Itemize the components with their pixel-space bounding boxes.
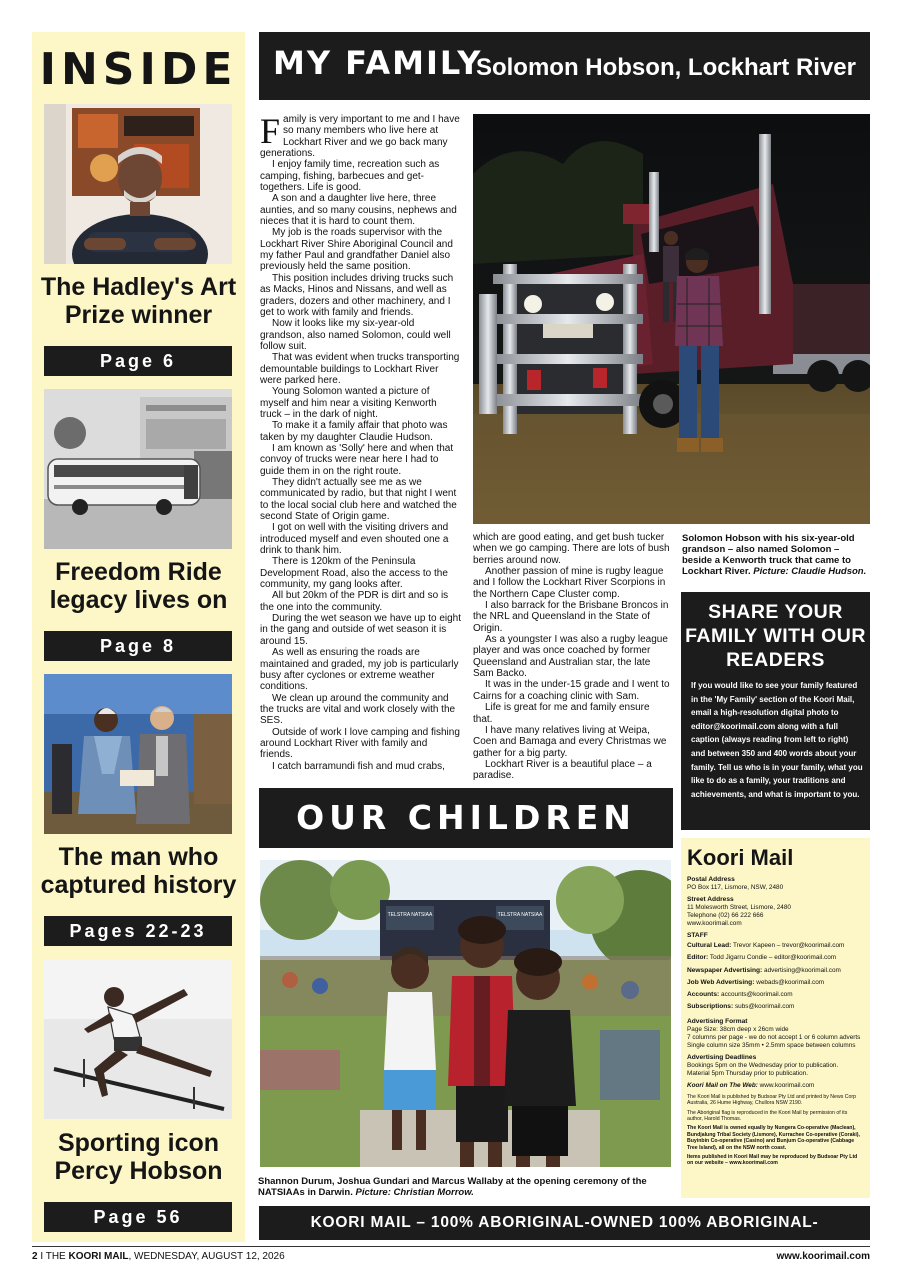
printer-note: The Koori Mail is published by Budsoar Pty Ltd and printed by News Corp Australia, 26 Hume Highway, Chullora NSW 2190. bbox=[687, 1093, 856, 1107]
article-paragraph: Now it looks like my six-year-old grandson, also named Solomon, could well follow suit. bbox=[260, 318, 451, 352]
article-paragraph: I catch barramundi fish and mud crabs, bbox=[272, 760, 445, 772]
teaser-headline-captured-history[interactable]: The man who captured history bbox=[40, 843, 237, 899]
staff-contact[interactable]: Todd Jigarru Condie – editor@koorimail.com bbox=[709, 954, 837, 962]
photo-credit: Picture: Claudie Hudson. bbox=[753, 566, 867, 577]
footer-url[interactable]: www.koorimail.com bbox=[776, 1251, 870, 1262]
article-paragraph: To make it a family affair that photo was taken by my daughter Claudie Hudson. bbox=[260, 420, 448, 443]
feature-byline: Solomon Hobson, Lockhart River bbox=[475, 54, 856, 81]
article-paragraph: Life is great for me and family ensure that. bbox=[473, 702, 650, 725]
article-paragraph: There is 120km of the Peninsula Development Road, also the access to the community, my gang looks after. bbox=[260, 556, 448, 591]
staff-row: Newspaper Advertising: advertising@koorimail.com bbox=[687, 966, 841, 974]
article-paragraph: Outside of work I love camping and fishing around Lockhart River with family and friends. bbox=[260, 726, 460, 761]
teaser-page-art-prize[interactable]: Page 6 bbox=[44, 346, 232, 376]
article-paragraph: I am known as 'Solly' here and when that convoy of trucks were near here I had to guide them in on the right route. bbox=[260, 442, 454, 477]
article-paragraph: My job is the roads supervisor with the Lockhart River Shire Aboriginal Council and my father Paul and grandfather Daniel also previously held the same position. bbox=[260, 227, 453, 273]
masthead-title: Koori Mail bbox=[687, 845, 794, 870]
article-paragraph: We clean up around the community and the trucks are vital and work closely with the SES. bbox=[260, 692, 456, 727]
share-body: If you would like to see your family featured in the 'My Family' section of the Koori Mail, email a high-resolution digital photo to editor@koorimail.com along with a full caption (always reading from left to right) and between 350 and 400 words about your family. Tell us who is in your family, what you like to do as a family, your traditions and achievements, and what is important to you. bbox=[691, 681, 863, 799]
footer-date: , WEDNESDAY, AUGUST 12, 2026 bbox=[128, 1251, 285, 1262]
share-title: SHARE YOUR FAMILY WITH OUR READERS bbox=[685, 601, 866, 671]
article-column-1 bbox=[260, 114, 461, 774]
article-paragraph: As well as ensuring the roads are maintained and graded, my job is particularly busy after cyclones or extreme weather conditions. bbox=[260, 647, 459, 693]
web-link[interactable]: www.koorimail.com bbox=[759, 1081, 815, 1089]
deadlines-label: Advertising Deadlines bbox=[687, 1053, 757, 1061]
street-address: 11 Molesworth Street, Lismore, 2480 bbox=[687, 904, 791, 911]
article-paragraph: I have many relatives living at Weipa, Coen and Bamaga and every Christmas we gather for a big party. bbox=[473, 724, 667, 759]
web-row: Koori Mail on The Web: www.koorimail.com bbox=[687, 1081, 815, 1089]
article-paragraph: That was evident when trucks transporting demountable buildings to Lockhart River were parked here. bbox=[260, 352, 460, 386]
postal-address: PO Box 117, Lismore, NSW, 2480 bbox=[687, 884, 784, 891]
teaser-photo-percy-hobson bbox=[44, 959, 232, 1119]
teaser-photo-art-prize bbox=[44, 104, 232, 264]
street-label: Street Address bbox=[687, 896, 734, 903]
article-paragraph: As a youngster I was also a rugby league player and was once coached by former Queensland and Australian star, the late Sam Backo. bbox=[473, 634, 668, 680]
teaser-page-percy-hobson[interactable]: Page 56 bbox=[44, 1202, 232, 1232]
article-paragraph: This position includes driving trucks such as Macks, Hinos and Nissans, and well as graders, dozers and other machinery, and I get to work with family and friends. bbox=[260, 272, 454, 318]
staff-contact[interactable]: accounts@koorimail.com bbox=[721, 991, 793, 999]
staff-contact[interactable]: webads@koorimail.com bbox=[756, 978, 825, 986]
article-paragraph: Lockhart River is a beautiful place – a paradise. bbox=[473, 758, 652, 782]
stage-sign-right: TELSTRA NATSIAA bbox=[497, 912, 543, 918]
inside-sidebar bbox=[32, 32, 245, 1242]
our-children-header: OUR CHILDREN bbox=[259, 788, 673, 848]
staff-row: Job Web Advertising: webads@koorimail.com bbox=[687, 978, 825, 986]
phone: Telephone (02) 66 222 666 bbox=[687, 912, 764, 919]
flag-note: The Aboriginal flag is reproduced in the Koori Mail by permission of its author, Harold Thomas. bbox=[687, 1109, 848, 1122]
inside-title: INSIDE bbox=[39, 44, 238, 95]
staff-row: Accounts: accounts@koorimail.com bbox=[687, 991, 793, 999]
staff-row: Subscriptions: subs@koorimail.com bbox=[687, 1003, 795, 1011]
article-paragraph: I enjoy family time, recreation such as camping, fishing, barbecues and get-togethers. Life is good. bbox=[260, 159, 440, 194]
article-paragraph: During the wet season we have up to eight in the gang and outside of wet season it is around 15. bbox=[260, 613, 461, 647]
children-photo-caption: Shannon Durum, Joshua Gundari and Marcus Wallaby at the opening ceremony of the NATSIAAs in Darwin. Picture: Christian Morrow. bbox=[258, 1176, 647, 1198]
article-paragraph: They didn't actually see me as we communicated by radio, but that night I went to the local social club here and watched the second State of Origin game. bbox=[260, 477, 457, 523]
article-paragraph: It was in the under-15 grade and I went to Cairns for a coaching clinic with Sam. bbox=[473, 679, 670, 702]
teaser-photo-freedom-ride bbox=[44, 389, 232, 549]
teaser-headline-freedom-ride[interactable]: Freedom Ride legacy lives on bbox=[49, 558, 228, 614]
article-paragraph: I also barrack for the Brisbane Broncos in the NRL and Queensland in the State of Origin. bbox=[473, 600, 669, 634]
staff-contact[interactable]: advertising@koorimail.com bbox=[764, 966, 841, 974]
page-number: 2 bbox=[32, 1251, 38, 1262]
staff-row: Cultural Lead: Trevor Kapeen – trevor@koorimail.com bbox=[687, 942, 845, 949]
article-paragraph: All but 20km of the PDR is dirt and so is the one into the community. bbox=[260, 590, 449, 613]
photo-credit: Picture: Christian Morrow. bbox=[355, 1187, 474, 1198]
staff-label: STAFF bbox=[687, 932, 708, 939]
article-paragraph: A son and a daughter live here, three aunties, and so many cousins, nephews and nieces that it is hard to count them. bbox=[260, 193, 457, 228]
share-your-family-box bbox=[681, 592, 870, 830]
children-photo bbox=[260, 860, 671, 1167]
teaser-headline-percy-hobson[interactable]: Sporting icon Percy Hobson bbox=[54, 1129, 223, 1185]
article-column-2 bbox=[473, 532, 671, 782]
teaser-photo-captured-history bbox=[44, 674, 232, 834]
postal-label: Postal Address bbox=[687, 876, 735, 883]
section-title: MY FAMILY bbox=[273, 44, 483, 82]
article-paragraph: which are good eating, and get bush tucker when we go camping. There are lots of bush berries around now. bbox=[473, 532, 670, 566]
format-text: Page Size: 38cm deep x 26cm wide 7 columns per page - we do not accept 1 or 6 column adverts Single column size 35mm • 2.5mm space between columns bbox=[687, 1025, 861, 1049]
staff-contact[interactable]: Trevor Kapeen – trevor@koorimail.com bbox=[733, 942, 845, 949]
copyright-note: Items published in Koori Mail may be reproduced by Budsoar Pty Ltd on our website – www.koorimail.com bbox=[687, 1154, 858, 1167]
teaser-page-captured-history[interactable]: Pages 22-23 bbox=[44, 916, 232, 946]
deadlines-text: Bookings 5pm on the Wednesday prior to publication. Material 5pm Thursday prior to publication. bbox=[687, 1061, 839, 1077]
teaser-page-freedom-ride[interactable]: Page 8 bbox=[44, 631, 232, 661]
ownership-banner: KOORI MAIL – 100% ABORIGINAL-OWNED 100% ABORIGINAL-CONTROLLED bbox=[259, 1206, 870, 1240]
teaser-headline-art-prize[interactable]: The Hadley's Art Prize winner bbox=[40, 273, 237, 329]
staff-contact[interactable]: subs@koorimail.com bbox=[734, 1003, 795, 1011]
masthead-box bbox=[681, 838, 870, 1198]
drop-cap: F bbox=[260, 114, 281, 151]
my-family-header bbox=[259, 32, 870, 100]
footer-brand: KOORI MAIL bbox=[68, 1251, 129, 1262]
article-paragraph: Family is very important to me and I have so many members who live here at Lockhart River and we go back many generations. bbox=[260, 114, 460, 160]
article-paragraph: Another passion of mine is rugby league and I follow the Lockhart River Scorpions in the Northern Cape Cluster comp. bbox=[473, 566, 666, 600]
truck-photo bbox=[473, 114, 870, 524]
footer-folio: 2 I THE KOORI MAIL, WEDNESDAY, AUGUST 12, 2026 bbox=[32, 1251, 285, 1262]
staff-row: Editor: Todd Jigarru Condie – editor@koorimail.com bbox=[687, 954, 837, 962]
article-paragraph: Young Solomon wanted a picture of myself and him near a visiting Kenworth truck – in the dark of night. bbox=[260, 386, 437, 420]
format-label: Advertising Format bbox=[687, 1017, 748, 1025]
footer-rule bbox=[32, 1246, 870, 1247]
owners-note: The Koori Mail is owned equally by Nungera Co-operative (Maclean), Bundjalung Tribal Society (Lismore), Kurrachee Co-operative (Coraki), Buyinbin Co-operative (Casino) and Bunjum Co-operative (Cabbage Tree Island), all on the NSW north coast. bbox=[687, 1125, 860, 1151]
article-paragraph: I got on well with the visiting drivers and introduced myself and even shouted one a drink to thank him. bbox=[260, 522, 449, 557]
website[interactable]: www.koorimail.com bbox=[687, 920, 742, 927]
stage-sign-left: TELSTRA NATSIAA bbox=[387, 912, 433, 918]
truck-photo-caption: Solomon Hobson with his six-year-old grandson – also named Solomon – beside a Kenworth truck that came to Lockhart River. Picture: Claudie Hudson. bbox=[682, 533, 867, 577]
